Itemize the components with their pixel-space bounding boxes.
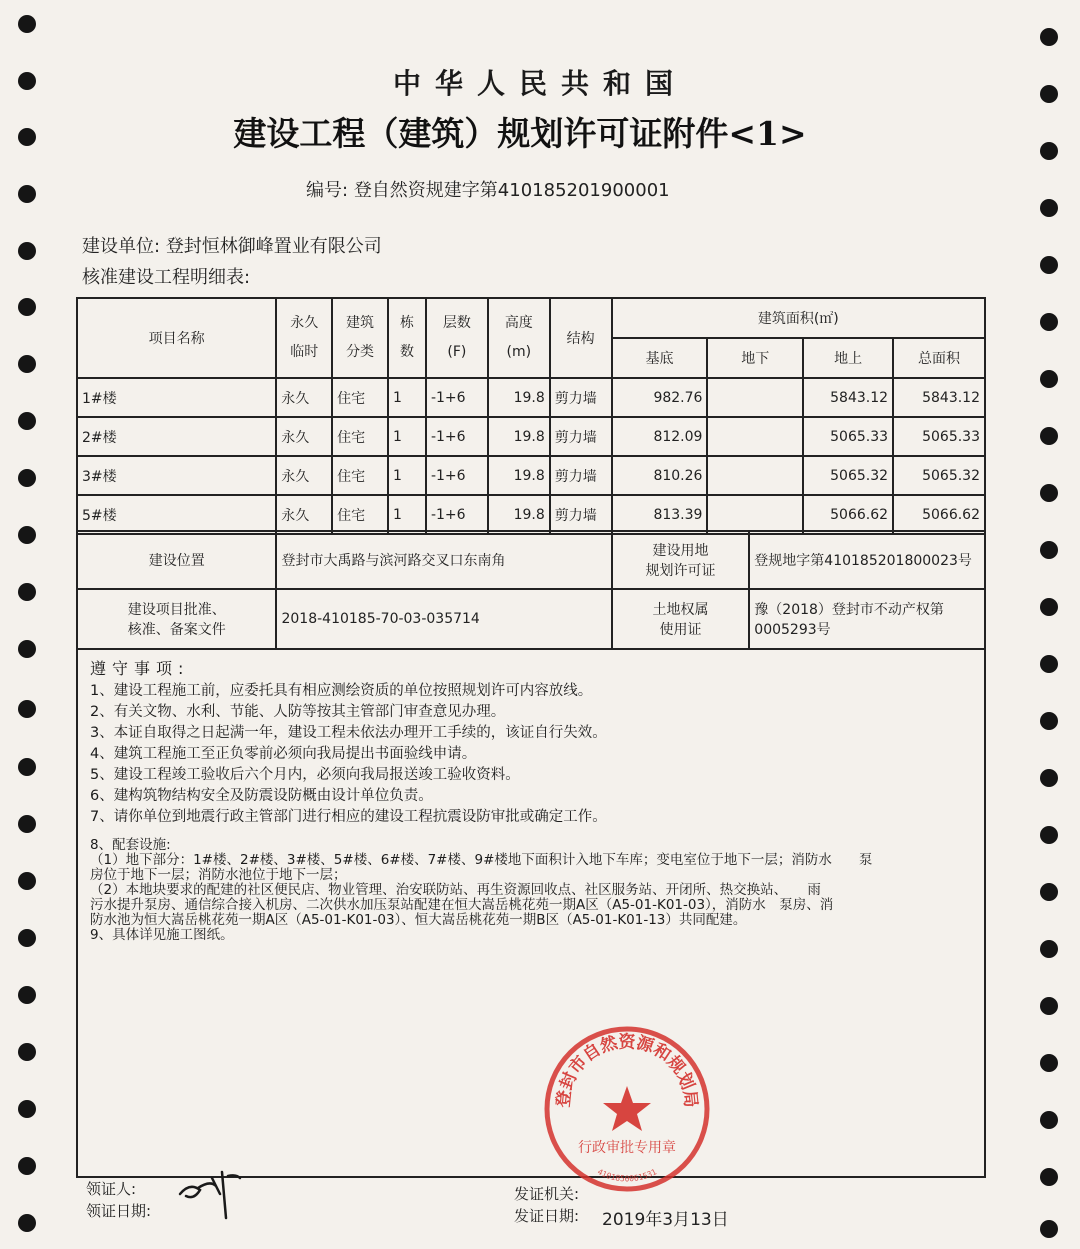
facility-line: 防水池为恒大嵩岳桃花苑一期A区（A5-01-K01-03）、恒大嵩岳桃花苑一期B区（A5-01-K01-13）共同配建。 bbox=[90, 912, 747, 928]
applicant-label: 建设单位: bbox=[82, 236, 161, 257]
cell-underground bbox=[707, 378, 803, 417]
binder-hole bbox=[18, 758, 36, 776]
cell-type: 住宅 bbox=[332, 378, 388, 417]
cell-aboveground: 5065.33 bbox=[803, 417, 893, 456]
binder-hole bbox=[1040, 484, 1058, 502]
seal-code: 4101850061531 bbox=[595, 1167, 659, 1184]
cell-name: 3#楼 bbox=[77, 456, 276, 495]
cell-type: 住宅 bbox=[332, 456, 388, 495]
cell-underground bbox=[707, 456, 803, 495]
signature-icon bbox=[176, 1160, 266, 1220]
header-base-area: 基底 bbox=[612, 338, 708, 378]
cell-name: 2#楼 bbox=[77, 417, 276, 456]
country-heading: 中华人民共和国 bbox=[392, 67, 687, 100]
binder-hole bbox=[18, 1100, 36, 1118]
note-item: 7、请你单位到地震行政主管部门进行相应的建设工程抗震设防审批或确定工作。 bbox=[90, 809, 607, 825]
cell-permanence: 永久 bbox=[276, 495, 332, 534]
cell-structure: 剪力墙 bbox=[550, 378, 612, 417]
binder-hole bbox=[1040, 598, 1058, 616]
cell-height: 19.8 bbox=[488, 456, 550, 495]
note-item: 1、建设工程施工前，应委托具有相应测绘资质的单位按照规划许可内容放线。 bbox=[90, 683, 593, 699]
seal-subtext: 行政审批专用章 bbox=[578, 1140, 676, 1156]
cell-type: 住宅 bbox=[332, 495, 388, 534]
binder-hole bbox=[1040, 1111, 1058, 1129]
cell-aboveground: 5065.32 bbox=[803, 456, 893, 495]
serial-value: 登自然资规建字第410185201900001 bbox=[353, 180, 670, 201]
binder-hole bbox=[1040, 883, 1058, 901]
cell-floors: -1+6 bbox=[426, 417, 488, 456]
receiver-label: 领证人: bbox=[86, 1180, 137, 1198]
header-structure: 结构 bbox=[550, 298, 612, 378]
land-permit-label: 建设用地 规划许可证 bbox=[612, 531, 750, 589]
cell-permanence: 永久 bbox=[276, 417, 332, 456]
cell-underground bbox=[707, 417, 803, 456]
land-right-label: 土地权属 使用证 bbox=[612, 589, 750, 649]
document-title: 建设工程（建筑）规划许可证附件<1> bbox=[233, 114, 807, 153]
receive-date-label: 领证日期: bbox=[86, 1202, 152, 1220]
facility-line: 9、具体详见施工图纸。 bbox=[90, 927, 234, 943]
seal-text: 登封市自然资源和规划局 bbox=[553, 1032, 701, 1109]
cell-floors: -1+6 bbox=[426, 495, 488, 534]
table-caption: 核准建设工程明细表: bbox=[82, 267, 251, 288]
cell-count: 1 bbox=[388, 378, 426, 417]
header-building-type: 建筑 分类 bbox=[332, 298, 388, 378]
note-item: 2、有关文物、水利、节能、人防等按其主管部门审查意见办理。 bbox=[90, 704, 506, 720]
header-height: 高度 (m) bbox=[488, 298, 550, 378]
binder-hole bbox=[18, 242, 36, 260]
binder-hole bbox=[18, 526, 36, 544]
facility-line: （2）本地块要求的配建的社区便民店、物业管理、治安联防站、再生资源回收点、社区服务站、开闭所、热交换站、 雨 bbox=[90, 882, 821, 898]
cell-base: 813.39 bbox=[612, 495, 708, 534]
location-value: 登封市大禹路与滨河路交叉口东南角 bbox=[276, 531, 611, 589]
table-row bbox=[77, 456, 985, 495]
project-info-table bbox=[76, 530, 986, 650]
cell-underground bbox=[707, 495, 803, 534]
binder-hole bbox=[18, 298, 36, 316]
svg-text:4101850061531 bbox=[596, 1167, 658, 1183]
binder-hole bbox=[18, 700, 36, 718]
table-row bbox=[77, 378, 985, 417]
binder-hole bbox=[18, 640, 36, 658]
cell-total: 5843.12 bbox=[893, 378, 985, 417]
header-project-name: 项目名称 bbox=[77, 298, 276, 378]
facility-line: （1）地下部分：1#楼、2#楼、3#楼、5#楼、6#楼、7#楼、9#楼地下面积计入地下车库；变电室位于地下一层；消防水 泵 bbox=[90, 852, 873, 868]
binder-hole bbox=[1040, 1220, 1058, 1238]
binder-hole bbox=[18, 355, 36, 373]
cell-base: 812.09 bbox=[612, 417, 708, 456]
approval-value: 2018-410185-70-03-035714 bbox=[276, 589, 611, 649]
note-item: 6、建构筑物结构安全及防震设防概由设计单位负责。 bbox=[90, 788, 433, 804]
binder-hole bbox=[1040, 427, 1058, 445]
location-label: 建设位置 bbox=[77, 531, 276, 589]
cell-type: 住宅 bbox=[332, 417, 388, 456]
binder-hole bbox=[1040, 769, 1058, 787]
serial-label: 编号: bbox=[306, 180, 349, 201]
cell-height: 19.8 bbox=[488, 417, 550, 456]
binder-hole bbox=[18, 15, 36, 33]
header-floors: 层数 (F) bbox=[426, 298, 488, 378]
cell-aboveground: 5843.12 bbox=[803, 378, 893, 417]
binder-hole bbox=[1040, 370, 1058, 388]
issue-date-label: 发证日期: bbox=[514, 1207, 580, 1225]
facility-line: 房位于地下一层；消防水池位于地下一层； bbox=[90, 867, 347, 883]
header-area-group: 建筑面积(㎡) bbox=[612, 298, 985, 338]
issuer-label: 发证机关: bbox=[514, 1185, 580, 1203]
serial-number bbox=[306, 176, 670, 202]
cell-count: 1 bbox=[388, 456, 426, 495]
applicant-line bbox=[82, 232, 382, 258]
approval-label: 建设项目批准、 核准、备案文件 bbox=[77, 589, 276, 649]
binder-hole bbox=[1040, 142, 1058, 160]
header-total-area: 总面积 bbox=[893, 338, 985, 378]
cell-total: 5065.32 bbox=[893, 456, 985, 495]
applicant-value: 登封恒林御峰置业有限公司 bbox=[165, 236, 382, 257]
left-perforation-strip bbox=[8, 0, 48, 1249]
binder-hole bbox=[18, 1214, 36, 1232]
binder-hole bbox=[1040, 940, 1058, 958]
note-item: 5、建设工程竣工验收后六个月内，必须向我局报送竣工验收资料。 bbox=[90, 767, 520, 783]
binder-hole bbox=[18, 469, 36, 487]
cell-height: 19.8 bbox=[488, 378, 550, 417]
header-count: 栋 数 bbox=[388, 298, 426, 378]
header-underground-area: 地下 bbox=[707, 338, 803, 378]
building-detail-table bbox=[76, 297, 986, 535]
cell-floors: -1+6 bbox=[426, 456, 488, 495]
binder-hole bbox=[1040, 826, 1058, 844]
land-permit-value: 登规地字第410185201800023号 bbox=[749, 531, 985, 589]
cell-base: 810.26 bbox=[612, 456, 708, 495]
binder-hole bbox=[18, 185, 36, 203]
cell-count: 1 bbox=[388, 417, 426, 456]
binder-hole bbox=[18, 1043, 36, 1061]
cell-height: 19.8 bbox=[488, 495, 550, 534]
cell-permanence: 永久 bbox=[276, 456, 332, 495]
binder-hole bbox=[18, 872, 36, 890]
supporting-facilities bbox=[90, 838, 980, 943]
cell-total: 5066.62 bbox=[893, 495, 985, 534]
binder-hole bbox=[1040, 1054, 1058, 1072]
table-row bbox=[77, 495, 985, 534]
notes-title: 遵守事项: bbox=[90, 659, 190, 678]
note-item: 3、本证自取得之日起满一年，建设工程未依法办理开工手续的，该证自行失效。 bbox=[90, 725, 607, 741]
binder-hole bbox=[1040, 256, 1058, 274]
cell-name: 1#楼 bbox=[77, 378, 276, 417]
cell-structure: 剪力墙 bbox=[550, 456, 612, 495]
cell-structure: 剪力墙 bbox=[550, 495, 612, 534]
binder-hole bbox=[1040, 199, 1058, 217]
cell-count: 1 bbox=[388, 495, 426, 534]
binder-hole bbox=[18, 929, 36, 947]
cell-total: 5065.33 bbox=[893, 417, 985, 456]
cell-floors: -1+6 bbox=[426, 378, 488, 417]
official-seal-icon bbox=[542, 1024, 712, 1194]
binder-hole bbox=[1040, 997, 1058, 1015]
cell-aboveground: 5066.62 bbox=[803, 495, 893, 534]
binder-hole bbox=[1040, 28, 1058, 46]
binder-hole bbox=[18, 1157, 36, 1175]
cell-structure: 剪力墙 bbox=[550, 417, 612, 456]
note-item: 4、建筑工程施工至正负零前必须向我局提出书面验线申请。 bbox=[90, 746, 477, 762]
land-right-value: 豫（2018）登封市不动产权第 0005293号 bbox=[749, 589, 985, 649]
binder-hole bbox=[1040, 313, 1058, 331]
facility-line: 污水提升泵房、通信综合接入机房、二次供水加压泵站配建在恒大嵩岳桃花苑一期A区（A5-01-K01-03），消防水 泵房、消 bbox=[90, 897, 834, 913]
facility-line: 8、配套设施: bbox=[90, 837, 171, 853]
cell-permanence: 永久 bbox=[276, 378, 332, 417]
table-row bbox=[77, 417, 985, 456]
header-aboveground-area: 地上 bbox=[803, 338, 893, 378]
binder-hole bbox=[1040, 655, 1058, 673]
binder-hole bbox=[18, 815, 36, 833]
binder-hole bbox=[1040, 712, 1058, 730]
binder-hole bbox=[18, 986, 36, 1004]
binder-hole bbox=[18, 412, 36, 430]
cell-name: 5#楼 bbox=[77, 495, 276, 534]
right-perforation-strip bbox=[1030, 0, 1070, 1249]
header-permanence: 永久 临时 bbox=[276, 298, 332, 378]
notes-section bbox=[90, 656, 980, 943]
binder-hole bbox=[1040, 1168, 1058, 1186]
issue-date-value: 2019年3月13日 bbox=[602, 1210, 729, 1230]
cell-base: 982.76 bbox=[612, 378, 708, 417]
binder-hole bbox=[18, 583, 36, 601]
binder-hole bbox=[1040, 541, 1058, 559]
